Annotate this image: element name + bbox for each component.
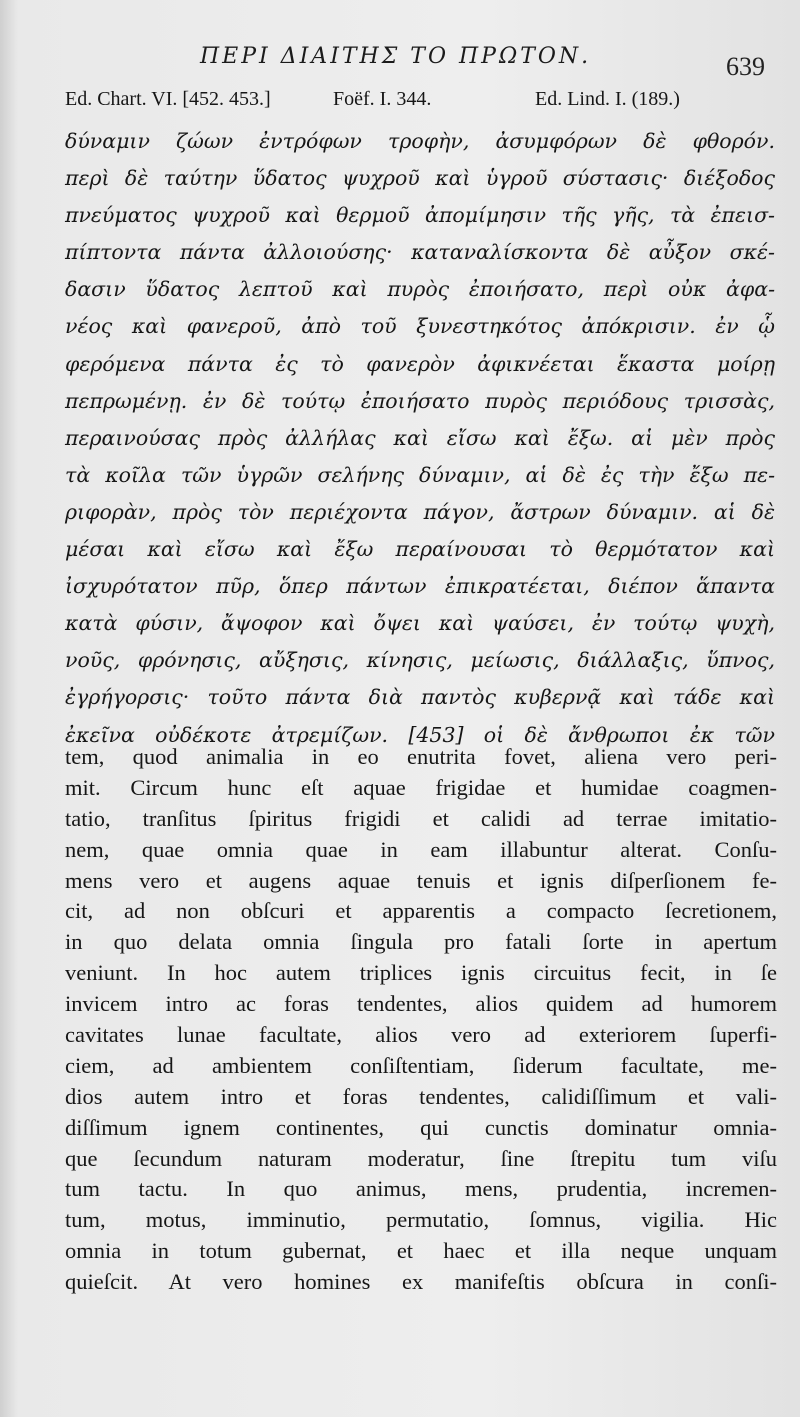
greek-line: περὶ δὲ ταύτην ὕδατος ψυχροῦ καὶ ὑγροῦ σύστασις· διέξοδος [65, 166, 775, 191]
latin-line: cit, ad non obſcuri et apparentis a compacto ſecretionem, [65, 898, 777, 924]
latin-line: tum tactu. In quo animus, mens, prudentia, incremen- [65, 1176, 777, 1202]
latin-line: invicem intro ac foras tendentes, alios quidem ad humorem [65, 991, 777, 1017]
latin-line: tatio, tranſitus ſpiritus frigidi et calidi ad terrae imitatio- [65, 805, 777, 831]
latin-line: omnia in totum gubernat, et haec et illa neque unquam [65, 1238, 777, 1264]
greek-line: πνεύματος ψυχροῦ καὶ θερμοῦ ἀπομίμησιν τῆς γῆς, τὰ ἐπεισ- [65, 203, 775, 228]
greek-line: πίπτοντα πάντα ἀλλοιούσης· καταναλίσκοντα δὲ αὖξον σκέ- [65, 240, 775, 265]
greek-line: ἰσχυρότατον πῦρ, ὅπερ πάντων ἐπικρατέεται, διέπον ἅπαντα [65, 574, 775, 599]
latin-line: veniunt. In hoc autem triplices ignis circuitus fecit, in ſe [65, 960, 777, 986]
page-number: 639 [726, 52, 765, 81]
greek-line: τὰ κοῖλα τῶν ὑγρῶν σελήνης δύναμιν, αἱ δὲ ἐς τὴν ἔξω πε- [65, 462, 775, 487]
latin-line: mit. Circum hunc eſt aquae frigidae et humidae coagmen- [65, 774, 777, 800]
latin-line: dios autem intro et foras tendentes, calidiſſimum et vali- [65, 1083, 777, 1109]
latin-line: in quo delata omnia ſingula pro fatali ſorte in apertum [65, 929, 777, 955]
running-head: ΠΕΡΙ ΔΙΑΙΤΗΣ ΤΟ ΠΡΩΤΟΝ. [200, 44, 592, 69]
greek-line: ριφορὰν, πρὸς τὸν περιέχοντα πάγον, ἄστρων δύναμιν. αἱ δὲ [65, 499, 775, 524]
latin-text-block [65, 742, 777, 1298]
greek-line: δασιν ὕδατος λεπτοῦ καὶ πυρὸς ἐποιήσατο, περὶ οὐκ ἀφα- [65, 277, 775, 302]
latin-line: tum, motus, imminutio, permutatio, ſomnus, vigilia. Hic [65, 1207, 777, 1233]
latin-line: que ſecundum naturam moderatur, ſine ſtrepitu tum viſu [65, 1145, 777, 1171]
greek-line: κατὰ φύσιν, ἄψοφον καὶ ὄψει καὶ ψαύσει, ἐν τούτῳ ψυχὴ, [65, 611, 775, 636]
latin-line: diſſimum ignem continentes, qui cunctis dominatur omnia- [65, 1114, 777, 1140]
greek-line: νοῦς, φρόνησις, αὔξησις, κίνησις, μείωσις, διάλλαξις, ὕπνος, [65, 648, 775, 673]
latin-line: quieſcit. At vero homines ex manifeſtis obſcura in conſi- [65, 1269, 777, 1295]
greek-text-block [65, 123, 775, 754]
greek-line: νέος καὶ φανεροῦ, ἀπὸ τοῦ ξυνεστηκότος ἀπόκρισιν. ἐν ᾧ [65, 314, 775, 339]
latin-line: ciem, ad ambientem conſiſtentiam, ſiderum facultate, me- [65, 1052, 777, 1078]
edition-references [65, 88, 775, 120]
greek-line: ἐγρήγορσις· τοῦτο πάντα διὰ παντὸς κυβερνᾷ καὶ τάδε καὶ [65, 685, 775, 710]
latin-line: nem, quae omnia quae in eam illabuntur alterat. Conſu- [65, 836, 777, 862]
edition-linden: Ed. Lind. I. (189.) [535, 88, 680, 110]
latin-line: cavitates lunae facultate, alios vero ad exteriorem ſuperfi- [65, 1022, 777, 1048]
latin-line: tem, quod animalia in eo enutrita fovet, aliena vero peri- [65, 744, 777, 769]
greek-line: μέσαι καὶ εἴσω καὶ ἔξω περαίνουσαι τὸ θερμότατον καὶ [65, 537, 775, 562]
greek-line: δύναμιν ζώων ἐντρόφων τροφὴν, ἀσυμφόρων δὲ φθορόν. [65, 129, 775, 153]
latin-line: mens vero et augens aquae tenuis et ignis diſperſionem fe- [65, 867, 777, 893]
greek-line: πεπρωμένῃ. ἐν δὲ τούτῳ ἐποιήσατο πυρὸς περιόδους τρισσὰς, [65, 388, 775, 413]
greek-line: περαινούσας πρὸς ἀλλήλας καὶ εἴσω καὶ ἔξω. αἱ μὲν πρὸς [65, 425, 775, 450]
greek-line: ἐκεῖνα οὐδέκοτε ἀτρεμίζων. [453] οἱ δὲ ἄνθρωποι ἐκ τῶν [65, 722, 775, 747]
greek-line: φερόμενα πάντα ἐς τὸ φανερὸν ἀφικνέεται ἕκαστα μοίρῃ [65, 351, 775, 376]
edition-foesius: Foëf. I. 344. [333, 88, 432, 110]
edition-chartier: Ed. Chart. VI. [452. 453.] [65, 88, 271, 110]
